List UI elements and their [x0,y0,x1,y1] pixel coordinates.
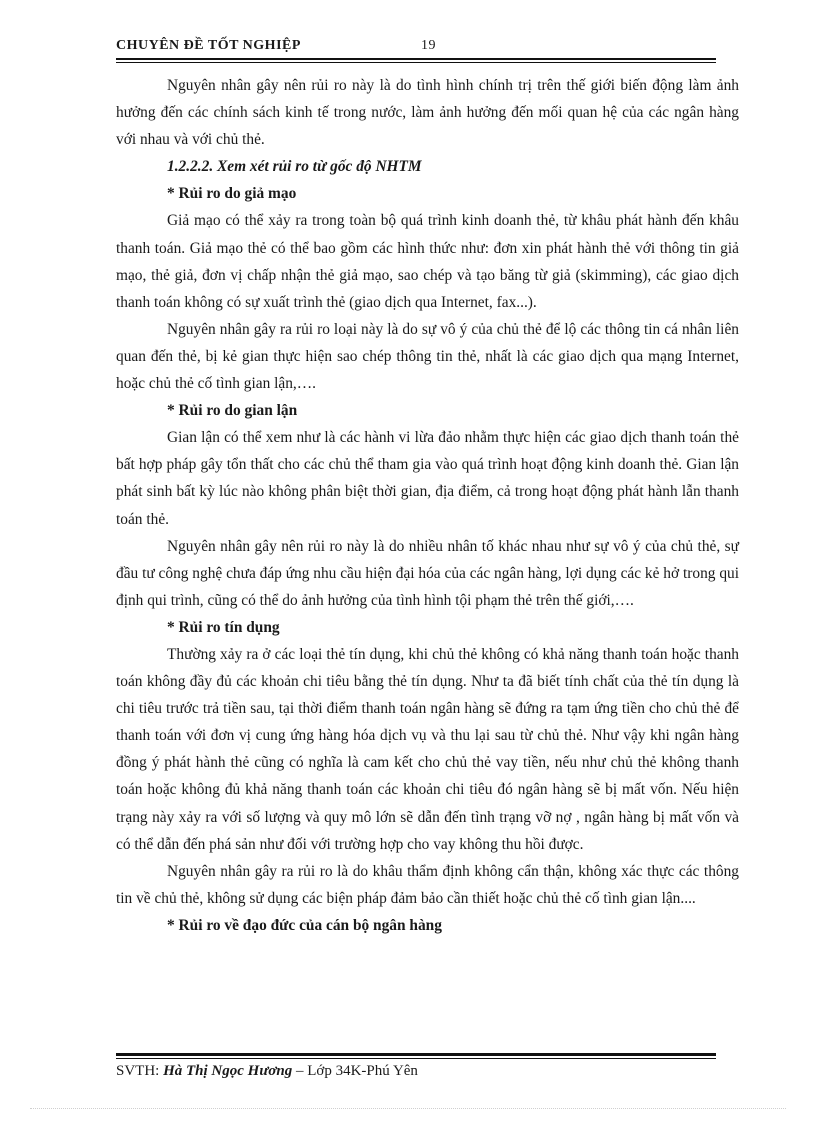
paragraph: Thường xảy ra ở các loại thẻ tín dụng, khi chủ thẻ không có khả năng thanh toán hoặc thanh toán không đầy đủ các khoản chi tiêu bằng thẻ tín dụng. Như ta đã biết tính chất của thẻ tín dụng là chi tiêu trước trả tiền sau, tại thời điểm thanh toán ngân hàng sẽ đứng ra tạm ứng tiền cho chủ thẻ để thanh toán với đơn vị cung ứng hàng hóa dịch vụ và thu lại sau từ chủ thẻ. Như vậy khi ngân hàng đồng ý phát hành thẻ cũng có nghĩa là cam kết cho chủ thẻ vay tiền, nếu như chủ thẻ không thanh toán hoặc không đủ khả năng thanh toán các khoản chi tiêu đó ngân hàng sẽ bị mất vốn. Nếu hiện trạng này xảy ra với số lượng và quy mô lớn sẽ dẫn đến tình trạng vỡ nợ , ngân hàng bị mất vốn và có thể dẫn đến phá sản như đối với trường hợp cho vay không thu hồi được. [116,645,739,853]
page-edge-divider [30,1108,786,1109]
subheading-forgery-risk: * Rủi ro do giả mạo [167,185,297,203]
header-title: CHUYÊN ĐỀ TỐT NGHIỆP [116,38,301,53]
section-heading: 1.2.2.2. Xem xét rủi ro từ gốc độ NHTM [167,158,422,176]
subheading-ethics-risk: * Rủi ro về đạo đức của cán bộ ngân hàng [167,916,442,934]
header-rule [116,58,716,63]
paragraph: Giả mạo có thể xảy ra trong toàn bộ quá trình kinh doanh thẻ, từ khâu phát hành đến khâu thanh toán. Giả mạo thẻ có thể bao gồm các hình thức như: đơn xin phát hành thẻ với thông tin giả mạo, thẻ giả, đơn vị chấp nhận thẻ giả mạo, sao chép và tạo băng từ giả (skimming), các giao dịch thanh toán không có sự xuất trình thẻ (giao dịch qua Internet, fax...). [116,212,739,311]
paragraph: Nguyên nhân gây nên rủi ro này là do nhiều nhân tố khác nhau như sự vô ý của chủ thẻ, sự đầu tư công nghệ chưa đáp ứng nhu cầu hiện đại hóa của các ngân hàng, lợi dụng các kẻ hở trong qui định qui trình, cũng có thể do ảnh hưởng của tình hình tội phạm thẻ trên thế giới,…. [116,537,739,609]
paragraph: Gian lận có thể xem như là các hành vi lừa đảo nhằm thực hiện các giao dịch thanh toán thẻ bất hợp pháp gây tổn thất cho các chủ thể tham gia vào quá trình hoạt động kinh doanh thẻ. Gian lận phát sinh bất kỳ lúc nào không phân biệt thời gian, địa điểm, cả trong hoạt động phát hành lẫn thanh toán thẻ. [116,429,739,528]
paragraph: Nguyên nhân gây ra rủi ro là do khâu thẩm định không cẩn thận, không xác thực các thông tin về chủ thẻ, không sử dụng các biện pháp đảm bảo cần thiết hoặc chủ thẻ cố tình gian lận.... [116,862,739,907]
footer-rule [116,1053,716,1059]
paragraph: Nguyên nhân gây ra rủi ro loại này là do sự vô ý của chủ thẻ để lộ các thông tin cá nhân liên quan đến thẻ, bị kẻ gian thực hiện sao chép thông tin thẻ, nhất là các giao dịch qua mạng Internet, hoặc chủ thẻ cố tình gian lận,…. [116,320,739,393]
page-footer [116,1063,716,1080]
paragraph: Nguyên nhân gây nên rủi ro này là do tình hình chính trị trên thế giới biến động làm ảnh hưởng đến các chính sách kinh tế trong nước, làm ảnh hưởng đến mối quan hệ của các ngân hàng với nhau và với chủ thẻ. [116,77,739,149]
subheading-fraud-risk: * Rủi ro do gian lận [167,402,298,420]
footer-prefix: SVTH: [116,1063,160,1079]
footer-class: – Lớp 34K-Phú Yên [295,1063,418,1079]
page-body [116,72,739,939]
page-header [116,38,716,58]
page-number: 19 [421,38,436,53]
author-name: Hà Thị Ngọc Hương [163,1063,293,1079]
subheading-credit-risk: * Rủi ro tín dụng [167,618,280,636]
